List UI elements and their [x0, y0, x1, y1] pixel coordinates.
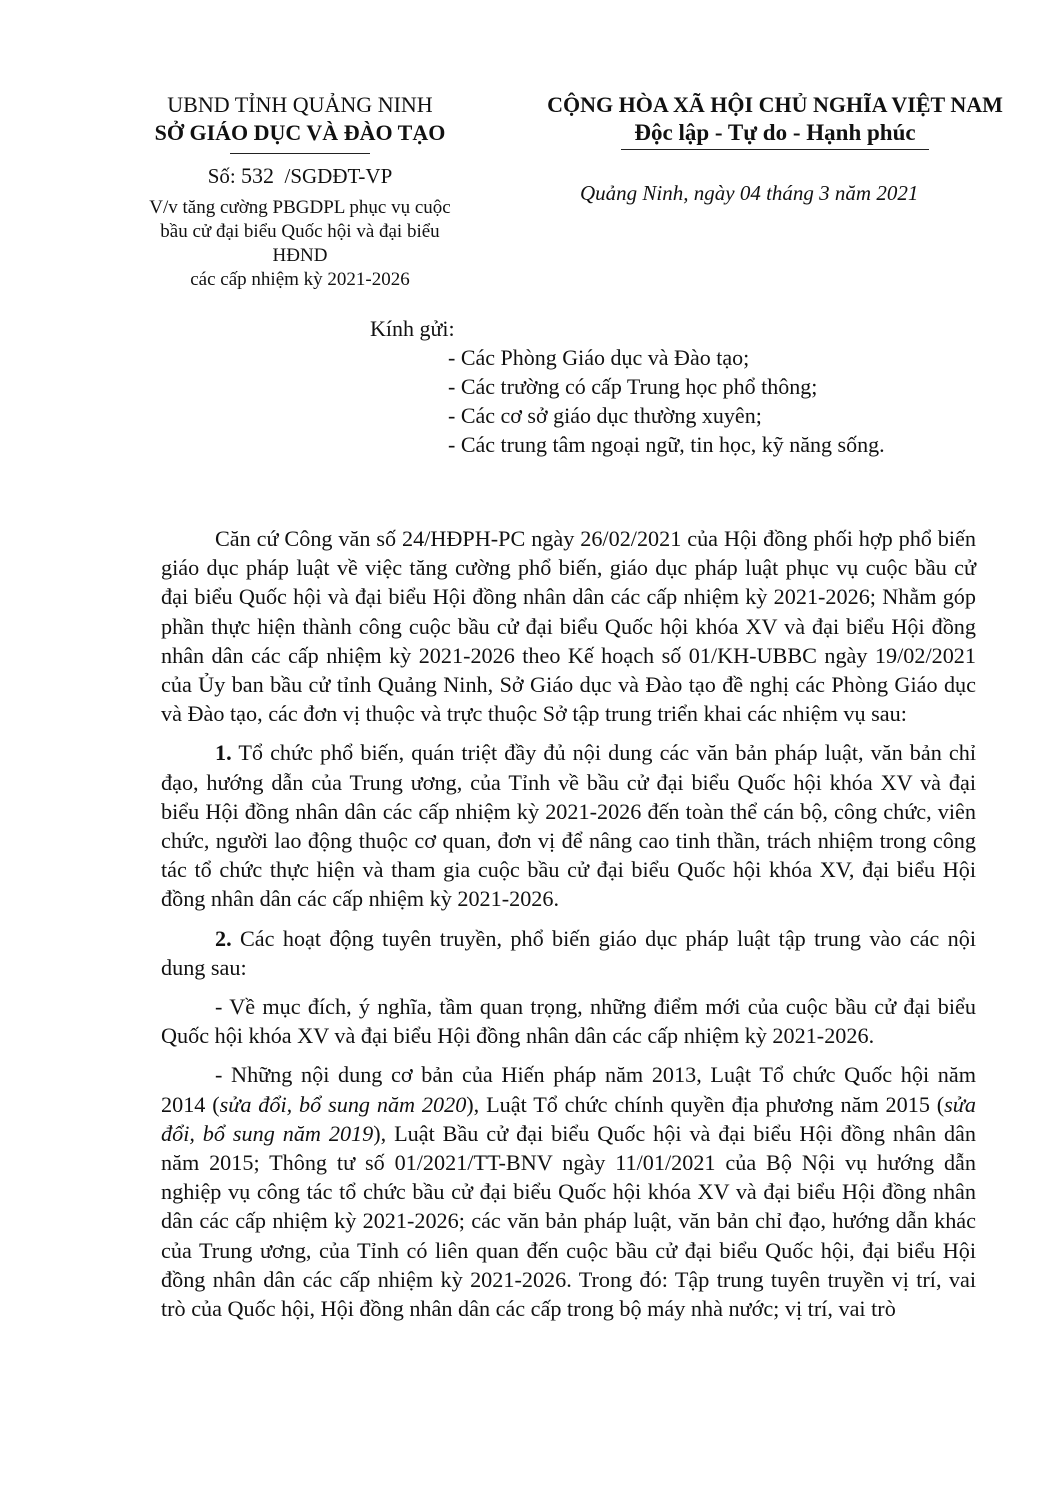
body-paragraph-2 [161, 924, 976, 982]
document-number-prefix: Số: [207, 164, 241, 188]
paragraph-text: ), Luật Bầu cử đại biểu Quốc hội và đại biểu Hội đồng nhân dân năm 2015; Thông tư số 01/2021/TT-BNV ngày 11/01/2021 của Bộ Nội vụ hướng dẫn nghiệp vụ công tác tổ chức bầu cử đại biểu Quốc hội khóa XV và đại biểu Hội đồng nhân dân các cấp nhiệm kỳ 2021-2026; các văn bản pháp luật, văn bản chỉ đạo, hướng dẫn khác của Trung ương, của Tỉnh có liên quan đến cuộc bầu cử đại biểu Quốc hội, đại biểu Hội đồng nhân dân các cấp nhiệm kỳ 2021-2026. Trong đó: Tập trung tuyên truyền vị trí, vai trò của Quốc hội, Hội đồng nhân dân các cấp trong bộ máy nhà nước; vị trí, vai trò [161, 1120, 976, 1322]
italic-note: sửa đổi, bổ sung năm 2020 [219, 1091, 467, 1117]
document-body [161, 524, 976, 1323]
document-date: Quảng Ninh, ngày 04 tháng 3 năm 2021 [580, 181, 919, 205]
document-subject [140, 196, 460, 292]
motto-underline [621, 149, 929, 150]
recipients-block [370, 314, 885, 459]
subject-line: bầu cử đại biểu Quốc hội và đại biểu HĐND [160, 221, 440, 266]
national-motto: Độc lập - Tự do - Hạnh phúc [634, 120, 916, 145]
italic-note: sửa đổi, bổ sung năm 2019 [161, 1091, 977, 1146]
recipient-item: - Các Phòng Giáo dục và Đào tạo; [448, 345, 750, 370]
paragraph-text: ), Luật Tổ chức chính quyền địa phương năm 2015 ( [466, 1091, 945, 1117]
paragraph-text: - Những nội dung cơ bản của Hiến pháp năm 2013, Luật Tổ chức Quốc hội năm 2014 ( [161, 1062, 976, 1117]
issuer-block [140, 91, 460, 292]
document-number-line [140, 162, 460, 190]
national-title: CỘNG HÒA XÃ HỘI CHỦ NGHĨA VIỆT NAM [547, 92, 1003, 117]
item-number: 2. [215, 925, 232, 951]
national-heading [525, 91, 1025, 150]
subject-line: V/v tăng cường PBGDPL phục vụ cuộc [149, 197, 451, 218]
recipients-title: Kính gửi: [370, 316, 455, 341]
body-paragraph-purpose: - Về mục đích, ý nghĩa, tầm quan trọng, những điểm mới của cuộc bầu cử đại biểu Quốc hội khóa XV và đại biểu Hội đồng nhân dân các cấp nhiệm kỳ 2021-2026. [161, 994, 976, 1049]
body-paragraph-content [161, 1060, 976, 1323]
recipient-item: - Các trường có cấp Trung học phổ thông; [448, 374, 818, 399]
issuer-underline [230, 153, 370, 154]
item-number: 1. [215, 740, 232, 766]
document-number: 532 [241, 163, 274, 188]
recipient-item: - Các cơ sở giáo dục thường xuyên; [448, 403, 762, 428]
recipient-item: - Các trung tâm ngoại ngữ, tin học, kỹ năng sống. [448, 432, 885, 457]
document-number-suffix: /SGDĐT-VP [274, 164, 393, 188]
body-paragraph-1 [161, 738, 976, 913]
issuer-province: UBND TỈNH QUẢNG NINH [167, 92, 433, 117]
subject-line: các cấp nhiệm kỳ 2021-2026 [190, 269, 410, 290]
paragraph-text: Các hoạt động tuyên truyền, phổ biến giáo dục pháp luật tập trung vào các nội dung sau: [161, 925, 976, 980]
body-paragraph-intro: Căn cứ Công văn số 24/HĐPH-PC ngày 26/02/2021 của Hội đồng phối hợp phổ biến giáo dục pháp luật về việc tăng cường phổ biến, giáo dục pháp luật phục vụ cuộc bầu cử đại biểu Quốc hội và đại biểu Hội đồng nhân dân các cấp nhiệm kỳ 2021-2026; Nhằm góp phần thực hiện thành công cuộc bầu cử đại biểu Quốc hội khóa XV và đại biểu Hội đồng nhân dân các cấp nhiệm kỳ 2021-2026 theo Kế hoạch số 01/KH-UBBC ngày 19/02/2021 của Ủy ban bầu cử tỉnh Quảng Ninh, Sở Giáo dục và Đào tạo đề nghị các Phòng Giáo dục và Đào tạo, các đơn vị thuộc và trực thuộc Sở tập trung triển khai các nhiệm vụ sau: [161, 526, 976, 727]
paragraph-text: Tổ chức phổ biến, quán triệt đầy đủ nội dung các văn bản pháp luật, văn bản chỉ đạo, hướng dẫn của Trung ương, của Tỉnh về bầu cử đại biểu Quốc hội khóa XV và đại biểu Hội đồng nhân dân các cấp nhiệm kỳ 2021-2026 đến toàn thể cán bộ, công chức, viên chức, người lao động thuộc cơ quan, đơn vị để nâng cao tinh thần, trách nhiệm trong công tác tổ chức thực hiện và tham gia cuộc bầu cử đại biểu Quốc hội khóa XV, đại biểu Hội đồng nhân dân các cấp nhiệm kỳ 2021-2026. [161, 740, 976, 912]
issuer-department: SỞ GIÁO DỤC VÀ ĐÀO TẠO [154, 120, 446, 145]
